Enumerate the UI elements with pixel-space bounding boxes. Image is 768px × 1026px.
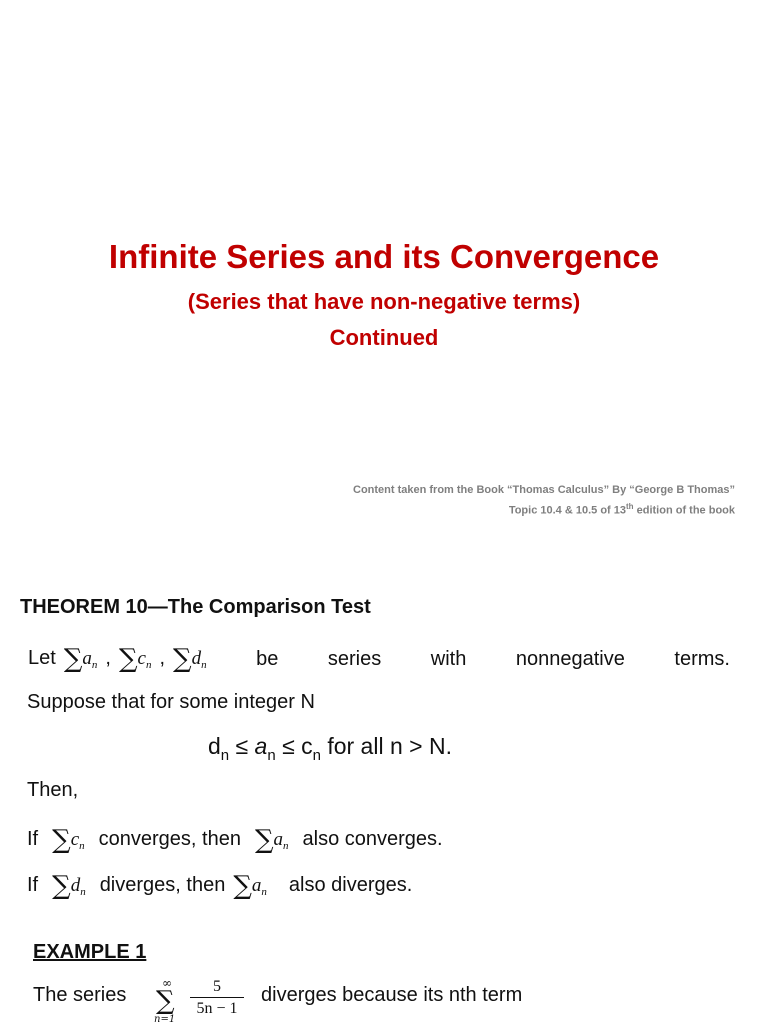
sigma: ∑ — [156, 986, 175, 1016]
slide-continued: Continued — [329, 325, 439, 350]
summation-symbol — [150, 976, 180, 1026]
credit-line-1: Content taken from the Book “Thomas Calculus” By “George B Thomas” — [353, 484, 735, 496]
slide-title: Infinite Series and its Convergence — [108, 238, 660, 275]
upper-limit: ∞ — [162, 976, 172, 990]
example-diverges-text: diverges because its nth term — [261, 984, 523, 1006]
series-word: series — [327, 647, 382, 670]
example-heading: EXAMPLE 1 — [33, 941, 147, 963]
slide-subtitle: (Series that have non-negative terms) — [187, 289, 581, 314]
series-fraction — [190, 978, 244, 1018]
theorem-let-line — [28, 644, 730, 674]
with-word: with — [430, 647, 467, 670]
fraction-numerator: 5 — [190, 978, 244, 998]
credit-line-2: Topic 10.4 & 10.5 of 13th edition of the book — [508, 502, 735, 517]
fraction-denominator: 5n − 1 — [196, 1000, 238, 1017]
if-converges-line: If $\sum c_n$ converges, then $\sum a_n$ also converges. — [27, 825, 443, 855]
terms-word: terms. — [674, 647, 730, 670]
then-line: Then, — [27, 779, 79, 801]
be-word: be — [256, 647, 279, 670]
if-diverges-line: If $\sum d_n$ diverges, then $\sum a_n$ also diverges. — [27, 871, 413, 901]
inequality-line: $d_n \le a_n \le c_n$ for all n > N. — [208, 733, 452, 764]
suppose-line: Suppose that for some integer N — [27, 691, 315, 713]
nonnegative-word: nonnegative — [515, 647, 625, 670]
theorem-heading: THEOREM 10—The Comparison Test — [20, 596, 371, 618]
let-word: Let $\sum a_n$ , $\sum c_n$ , $\sum d_n$ — [28, 644, 207, 674]
lower-limit: n=1 — [154, 1014, 176, 1025]
example-series-label: The series — [33, 984, 127, 1006]
